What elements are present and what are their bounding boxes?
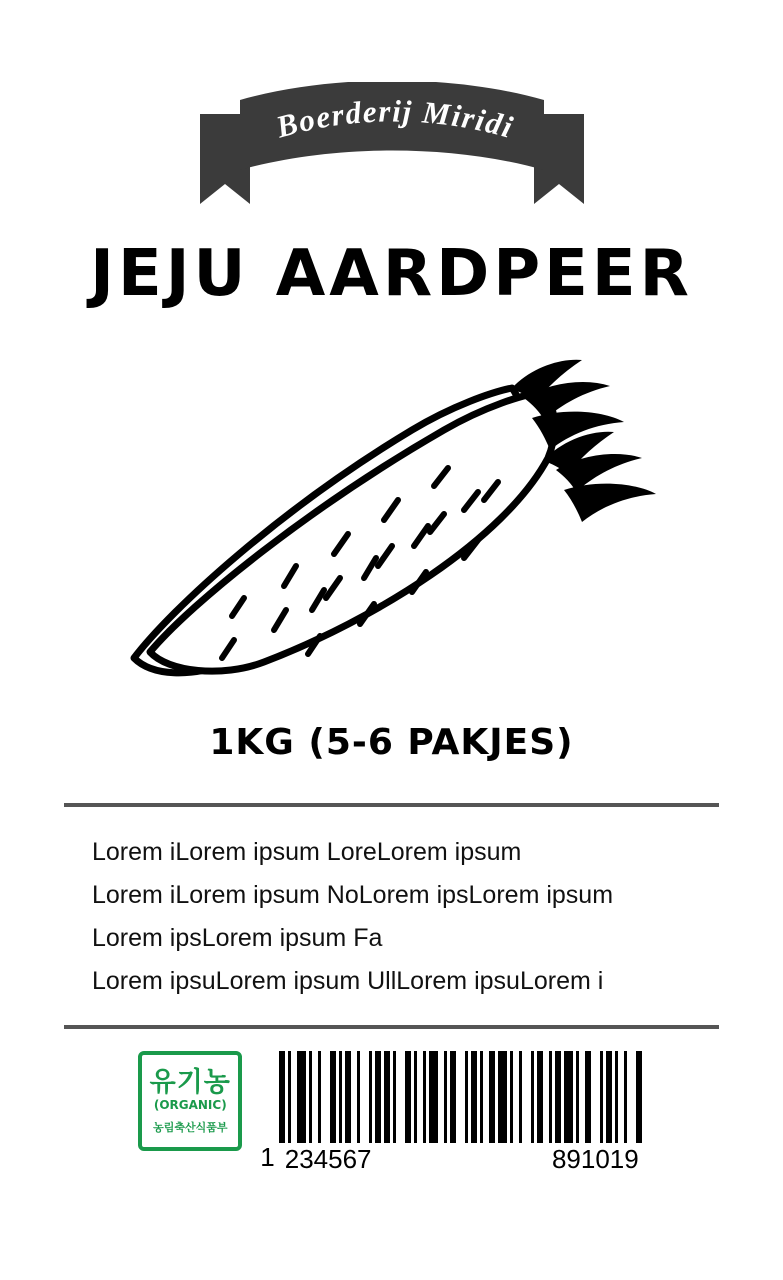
description-block (64, 831, 719, 1003)
description-line: Lorem iLorem ipsum NoLorem ipsLorem ipsum (92, 881, 614, 909)
barcode-digits (279, 1144, 645, 1175)
description-line: Lorem iLorem ipsum LoreLorem ipsum (92, 838, 522, 866)
barcode-left-digits: 234567 (284, 1144, 372, 1174)
brand-ribbon (192, 82, 592, 232)
brand-name: Boerderij Miridi (271, 93, 518, 145)
barcode (260, 1051, 644, 1175)
page-title: JEJU AARDPEER (90, 237, 693, 311)
weight-text: 1KG (5-6 PAKJES) (209, 722, 574, 763)
label-footer (64, 1051, 719, 1175)
seal-authority-text: 농림축산식품부 (153, 1121, 228, 1135)
divider-bottom (64, 1025, 719, 1029)
seal-main-text: 유기농 (149, 1066, 231, 1098)
carrots-icon (112, 358, 672, 688)
seal-sub-text: (ORGANIC) (153, 1098, 227, 1113)
barcode-bars (279, 1051, 645, 1143)
description-line: Lorem ipsLorem ipsum Fa (92, 924, 383, 952)
barcode-lead-digit: 1 (260, 1142, 275, 1172)
organic-certification-seal (138, 1051, 242, 1151)
divider-top (64, 803, 719, 807)
barcode-right-digits: 891019 (551, 1144, 639, 1174)
description-line: Lorem ipsuLorem ipsum UllLorem ipsuLorem i (92, 967, 604, 995)
